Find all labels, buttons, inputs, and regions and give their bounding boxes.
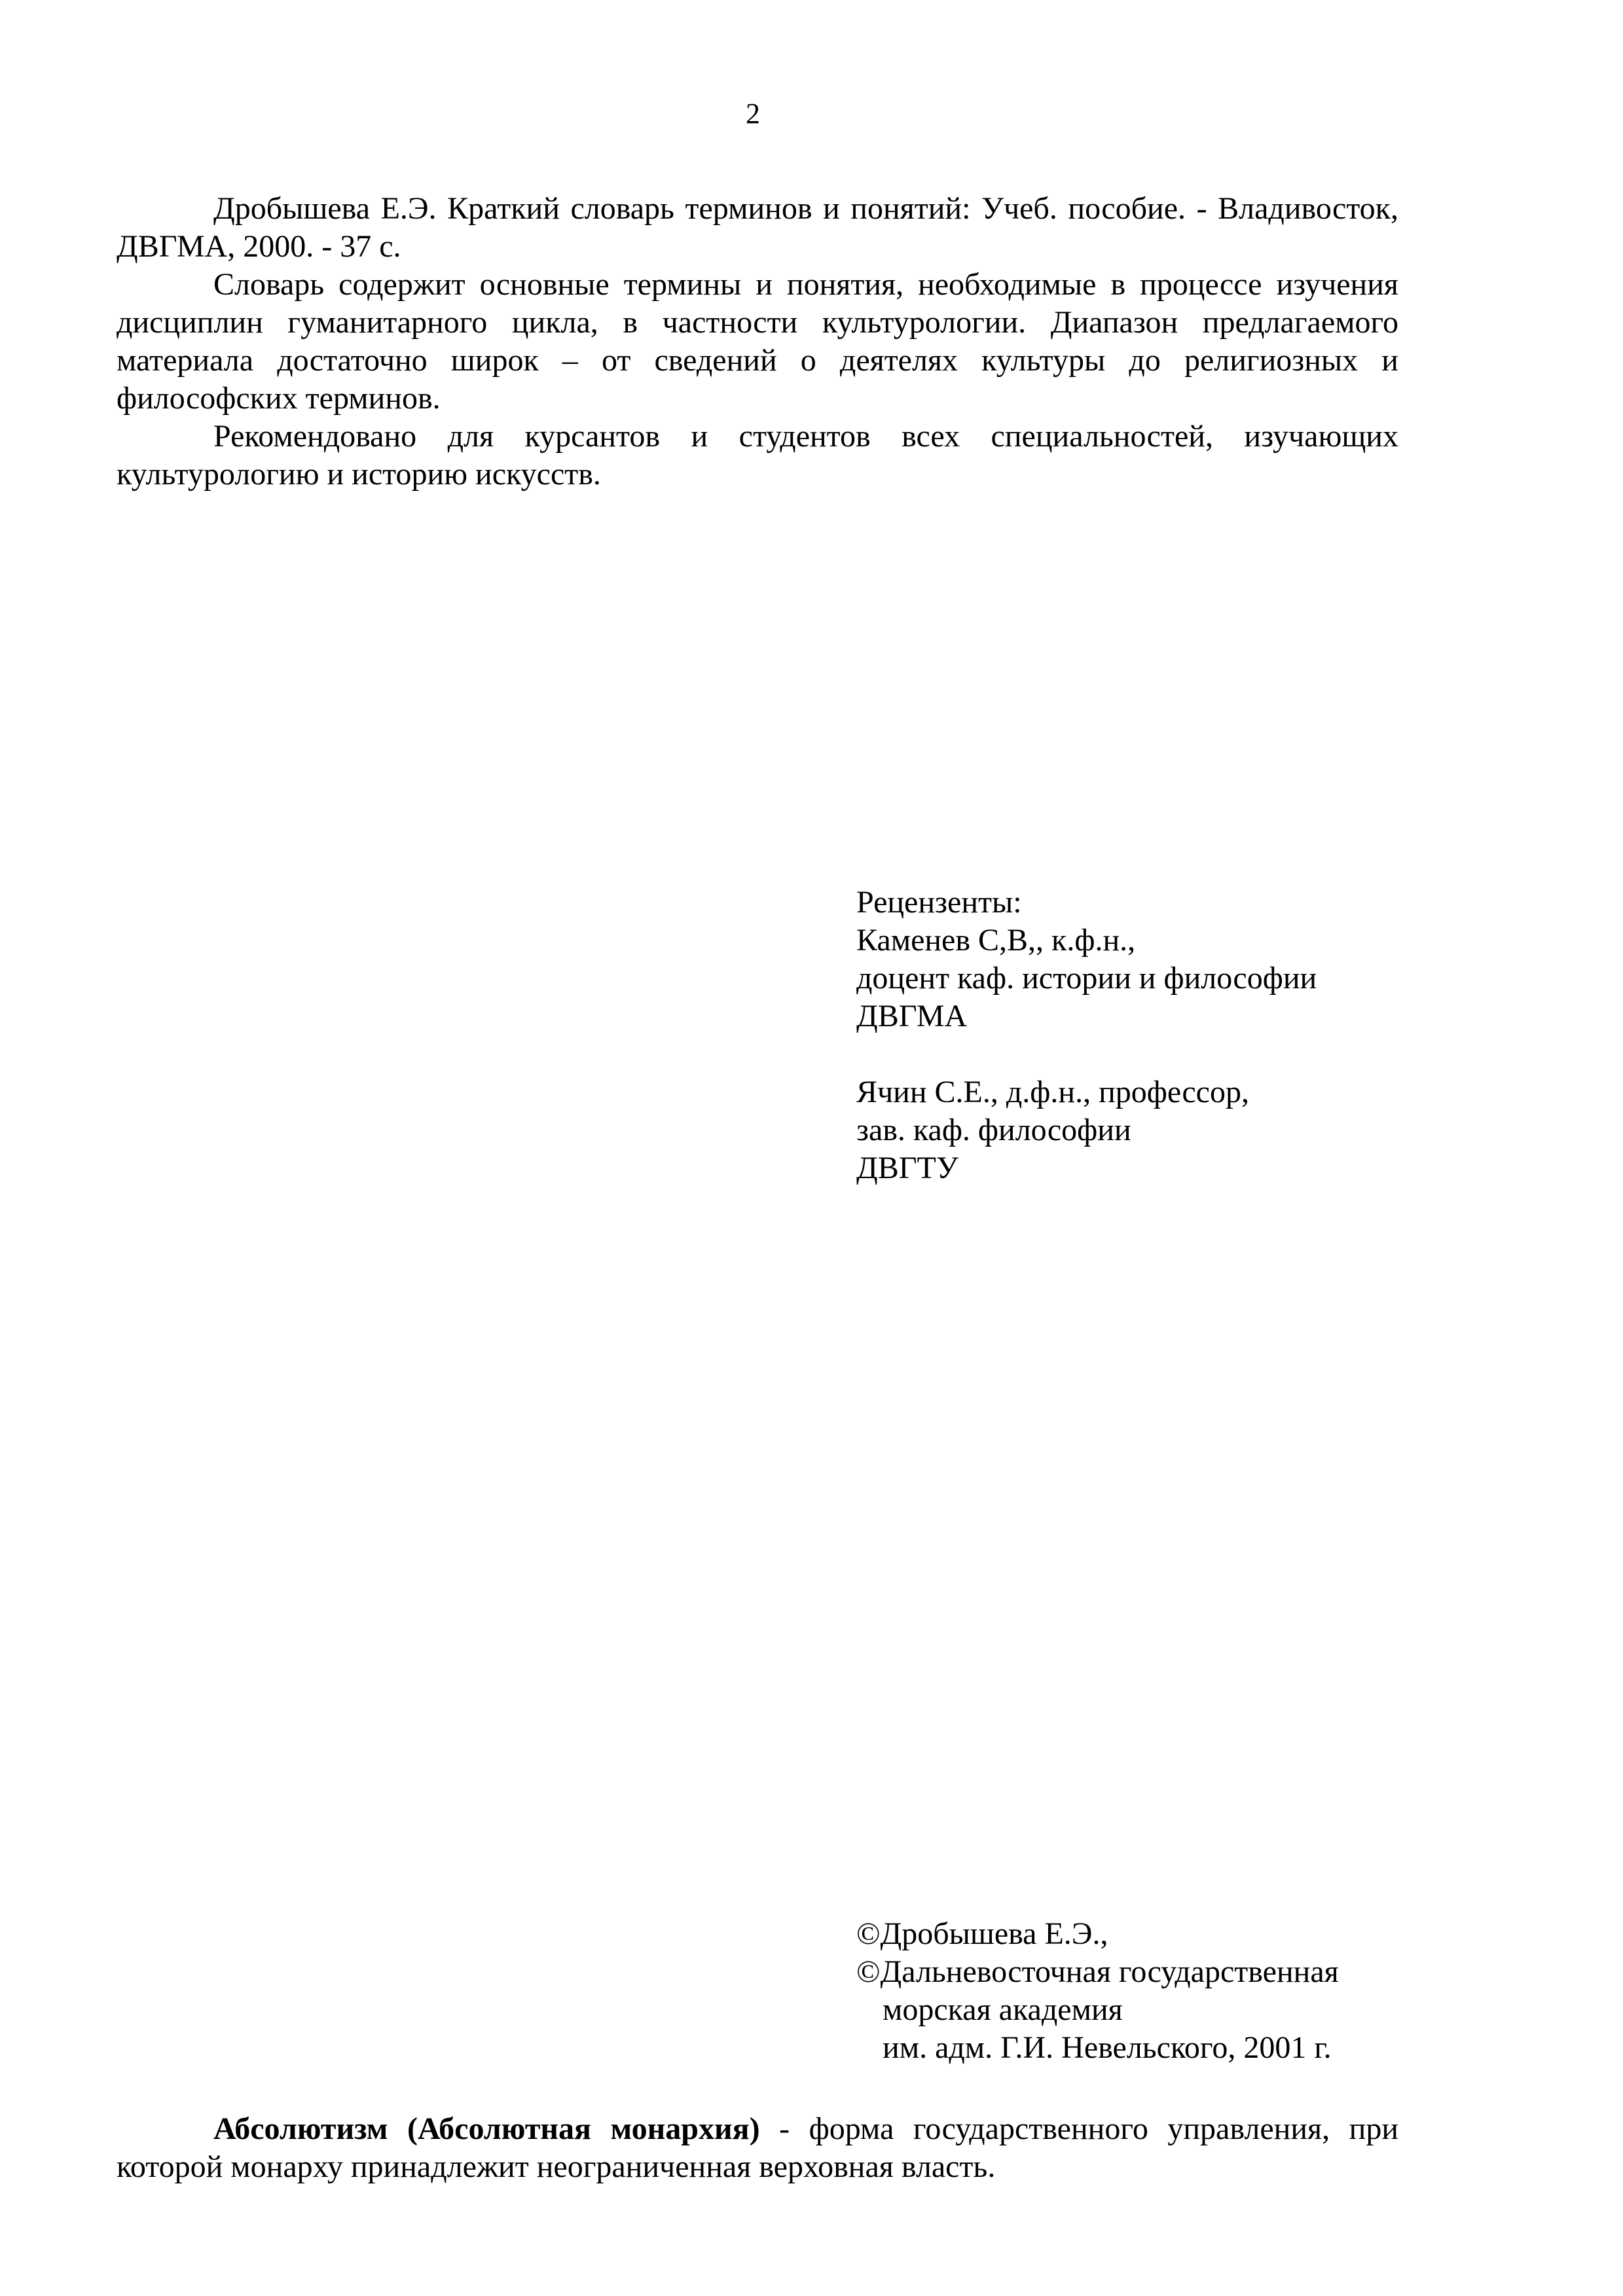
page-number: 2	[746, 98, 760, 130]
reviewer-2-position: зав. каф. философии	[856, 1113, 1131, 1147]
copyright-block	[856, 1915, 1511, 2067]
reviewer-1-position: доцент каф. истории и философии	[856, 961, 1317, 996]
dictionary-term: Абсолютизм (Абсолютная монархия)	[213, 2111, 760, 2146]
reviewers-heading: Рецензенты:	[856, 885, 1022, 920]
reviewer-2-name: Ячин С.Е., д.ф.н., профессор,	[856, 1075, 1249, 1109]
reviewer-1-org: ДВГМА	[856, 999, 968, 1033]
dictionary-entry	[117, 2110, 1398, 2186]
bibliographic-record: Дробышева Е.Э. Краткий словарь терминов и понятий: Учеб. пособие. - Владивосток, ДВГМА, 2000. - 37 с.	[117, 191, 1398, 264]
copyright-institution: ©Дальневосточная государственная	[856, 1954, 1339, 1989]
dictionary-definition: - форма государственного управления, при которой монарху принадлежит неограниченная верховная власть.	[117, 2111, 1399, 2184]
reviewer-2-org: ДВГТУ	[856, 1151, 958, 1185]
annotation-block	[117, 190, 1398, 493]
copyright-institution-name: им. адм. Г.И. Невельского, 2001 г.	[883, 2030, 1332, 2065]
dictionary-entry-text	[117, 2110, 1398, 2186]
reviewer-1-name: Каменев С,В,, к.ф.н.,	[856, 923, 1136, 958]
reviewers-spacer	[856, 1035, 1511, 1073]
recommendation-paragraph: Рекомендовано для курсантов и студентов всех специальностей, изучающих культурологию и историю искусств.	[117, 419, 1398, 492]
description-paragraph: Словарь содержит основные термины и понятия, необходимые в процессе изучения дисциплин гуманитарного цикла, в частности культурологии. Диапазон предлагаемого материала достаточно широк – от сведений о деятелях культуры до религиозных и философских терминов.	[117, 267, 1398, 416]
copyright-institution-cont: морская академия	[883, 1992, 1123, 2027]
copyright-author: ©Дробышева Е.Э.,	[856, 1916, 1108, 1951]
reviewers-block	[856, 884, 1511, 1187]
